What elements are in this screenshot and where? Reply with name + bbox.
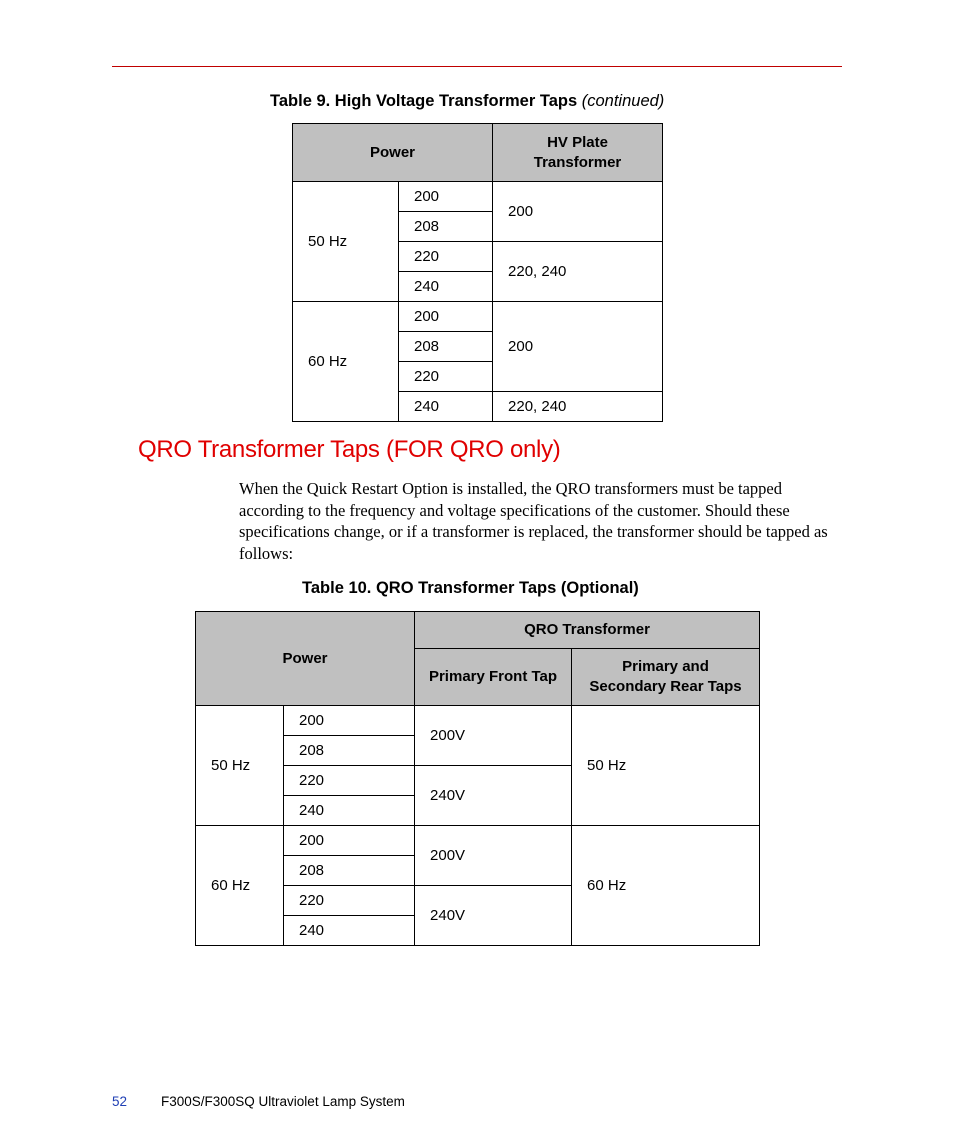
footer-title: F300S/F300SQ Ultraviolet Lamp System <box>161 1094 405 1109</box>
rear-taps-line2: Secondary Rear Taps <box>589 678 742 695</box>
table10-rear-cell: 50 Hz <box>572 706 760 826</box>
table10 <box>195 611 760 946</box>
table9-tap-cell: 220, 240 <box>493 242 663 302</box>
section-paragraph: When the Quick Restart Option is installed, the QRO transformers must be tapped according to the frequency and voltage specifications of the customer. Should these specifications change, or if a transformer is replaced, the transformer should be tapped as follows: <box>239 479 828 563</box>
table9-voltage-cell: 200 <box>399 182 493 212</box>
table9-header-power: Power <box>293 124 493 182</box>
table9-tap-cell: 200 <box>493 182 663 242</box>
table10-voltage-cell: 240 <box>284 796 415 826</box>
table10-voltage-cell: 208 <box>284 856 415 886</box>
table9-tap-cell: 200 <box>493 302 663 392</box>
table10-voltage-cell: 220 <box>284 886 415 916</box>
table9-freq-cell: 60 Hz <box>293 302 399 422</box>
table10-front-tap-cell: 200V <box>415 706 572 766</box>
header-rule <box>112 66 842 67</box>
table9-voltage-cell: 220 <box>399 362 493 392</box>
table9-voltage-cell: 200 <box>399 302 493 332</box>
table9-voltage-cell: 220 <box>399 242 493 272</box>
table10-voltage-cell: 240 <box>284 916 415 946</box>
table10-header-rear-taps <box>572 649 760 706</box>
table9-voltage-cell: 240 <box>399 272 493 302</box>
table9-voltage-cell: 240 <box>399 392 493 422</box>
table10-header-qro: QRO Transformer <box>415 612 760 649</box>
hv-plate-line2: Transformer <box>533 153 622 171</box>
table10-voltage-cell: 220 <box>284 766 415 796</box>
table10-front-tap-cell: 240V <box>415 886 572 946</box>
rear-taps-line1: Primary and <box>622 658 709 675</box>
table9-voltage-cell: 208 <box>399 212 493 242</box>
table9-voltage-cell: 208 <box>399 332 493 362</box>
table10-freq-cell: 50 Hz <box>196 706 284 826</box>
table10-caption: Table 10. QRO Transformer Taps (Optional) <box>302 579 639 597</box>
table9-caption-continued: (continued) <box>581 92 665 110</box>
table10-voltage-cell: 200 <box>284 706 415 736</box>
hv-plate-line1: HV Plate <box>547 133 608 151</box>
table9-caption-title: Table 9. High Voltage Transformer Taps <box>270 92 578 110</box>
table10-front-tap-cell: 200V <box>415 826 572 886</box>
table9-tap-cell: 220, 240 <box>493 392 663 422</box>
table10-rear-cell: 60 Hz <box>572 826 760 946</box>
table9-caption <box>270 92 664 111</box>
table9 <box>292 123 663 422</box>
table10-voltage-cell: 208 <box>284 736 415 766</box>
table9-freq-cell: 50 Hz <box>293 182 399 302</box>
table10-header-front-tap: Primary Front Tap <box>415 649 572 706</box>
table10-front-tap-cell: 240V <box>415 766 572 826</box>
table10-header-power: Power <box>196 612 415 706</box>
table10-voltage-cell: 200 <box>284 826 415 856</box>
section-heading: QRO Transformer Taps (FOR QRO only) <box>138 436 561 463</box>
page-number: 52 <box>112 1094 128 1109</box>
table10-freq-cell: 60 Hz <box>196 826 284 946</box>
table9-header-hv-plate <box>493 124 663 182</box>
